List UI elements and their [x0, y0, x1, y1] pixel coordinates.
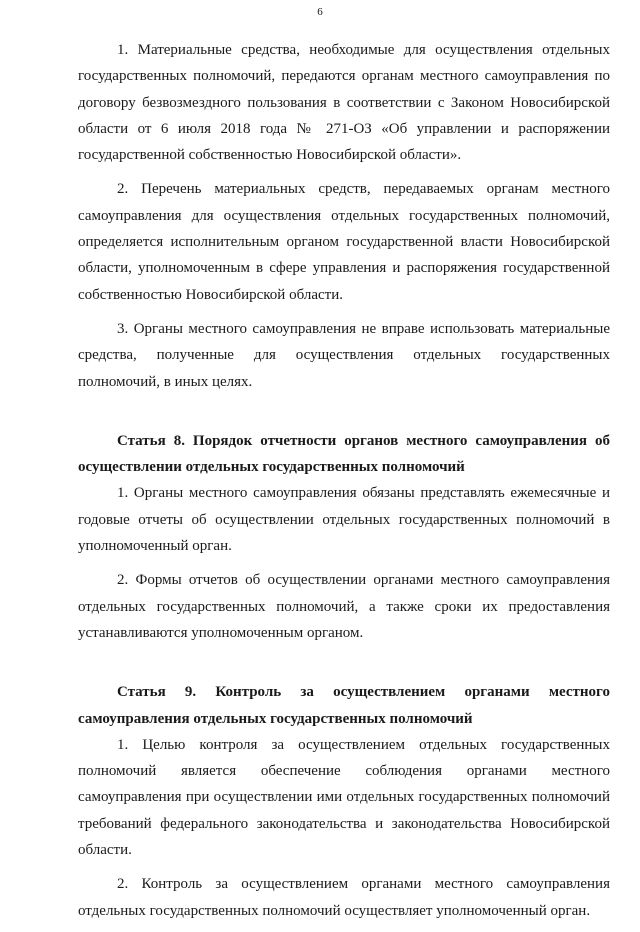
article8-paragraph-2: 2. Формы отчетов об осуществлении органами местного самоуправления отдельных государственных полномочий, а также сроки их предоставления устанавливаются уполномоченным органом. [78, 572, 610, 641]
article9-paragraph-1: 1. Целью контроля за осуществлением отдельных государственных полномочий является обеспечение соблюдения органами местного самоуправления при осуществлении ими отдельных государственных полномочий требований федерального законодательства и законодательства Новосибирской области. [78, 736, 610, 859]
article9-heading: Статья 9. Контроль за осуществлением органами местного самоуправления отдельных государственных полномочий [78, 684, 610, 727]
page-number: 6 [317, 6, 323, 18]
article7-paragraph-3: 3. Органы местного самоуправления не вправе использовать материальные средства, полученные для осуществления отдельных государственных полномочий, в иных целях. [78, 320, 610, 390]
section-spacer [78, 403, 610, 428]
article8-heading: Статья 8. Порядок отчетности органов местного самоуправления об осуществлении отдельных государственных полномочий [78, 432, 610, 476]
section-spacer [78, 654, 610, 679]
document-body [78, 37, 610, 932]
article8-paragraph-1: 1. Органы местного самоуправления обязаны представлять ежемесячные и годовые отчеты об осуществлении отдельных государственных полномочий в уполномоченный орган. [78, 485, 610, 555]
article7-paragraph-1: 1. Материальные средства, необходимые для осуществления отдельных государственных полномочий, передаются органам местного самоуправления по договору безвозмездного пользования в соответствии с Законом Новосибирской области от 6 июля 2018 года № 271-ОЗ «Об управлении и распоряжении государственной собственностью Новосибирской области». [78, 42, 610, 164]
article9-paragraph-2: 2. Контроль за осуществлением органами местного самоуправления отдельных государственных полномочий осуществляет уполномоченный орган. [78, 876, 610, 919]
article7-paragraph-2: 2. Перечень материальных средств, передаваемых органам местного самоуправления для осуществления отдельных государственных полномочий, определяется исполнительным органом государственной власти Новосибирской области, уполномоченным в сфере управления и распоряжения государственной собственностью Новосибирской области. [78, 181, 610, 303]
